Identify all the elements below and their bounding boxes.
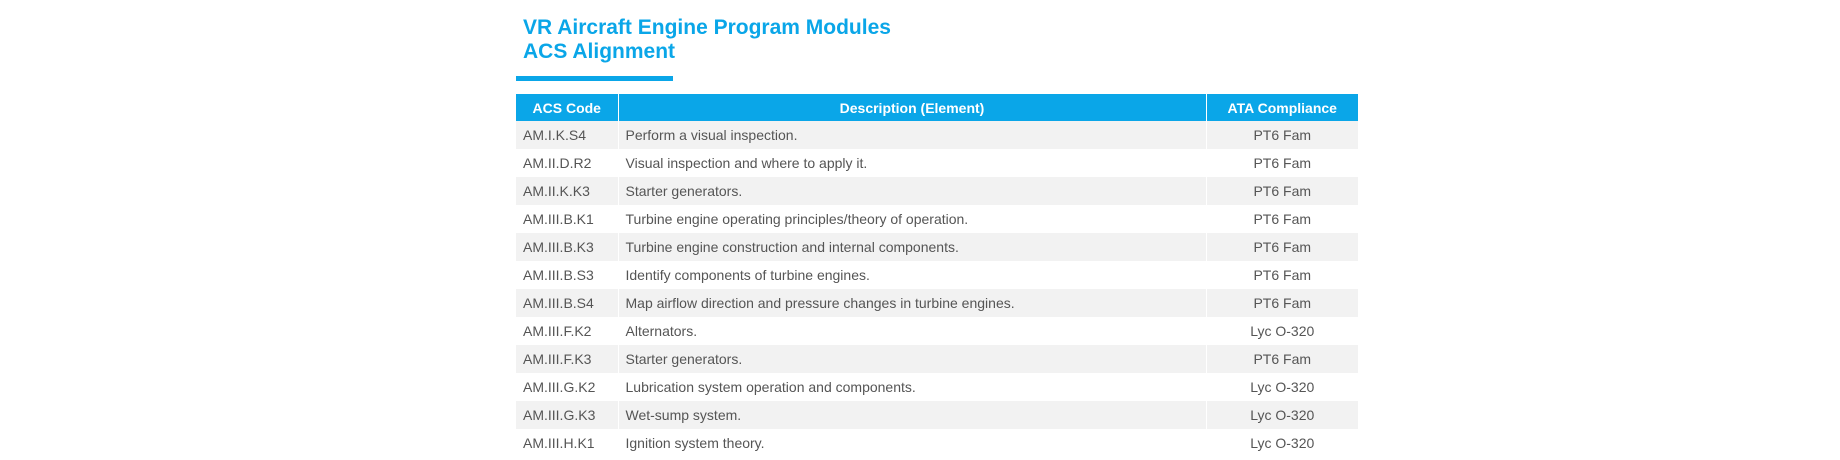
- table-row: [516, 289, 1358, 317]
- acs-code-cell: AM.III.G.K3: [516, 401, 618, 429]
- description-cell: Turbine engine construction and internal components.: [618, 233, 1206, 261]
- page-title: [523, 16, 891, 64]
- description-cell: Identify components of turbine engines.: [618, 261, 1206, 289]
- table-row: [516, 149, 1358, 177]
- acs-code-cell: AM.III.F.K2: [516, 317, 618, 345]
- acs-code-cell: AM.III.H.K1: [516, 429, 618, 457]
- table-row: [516, 121, 1358, 149]
- title-underline: [516, 76, 673, 81]
- column-header-acs-code: ACS Code: [516, 94, 618, 121]
- acs-code-cell: AM.III.B.K1: [516, 205, 618, 233]
- ata-compliance-cell: PT6 Fam: [1206, 205, 1358, 233]
- table-row: [516, 177, 1358, 205]
- ata-compliance-cell: PT6 Fam: [1206, 345, 1358, 373]
- acs-code-cell: AM.II.D.R2: [516, 149, 618, 177]
- ata-compliance-cell: Lyc O-320: [1206, 401, 1358, 429]
- ata-compliance-cell: PT6 Fam: [1206, 149, 1358, 177]
- acs-code-cell: AM.I.K.S4: [516, 121, 618, 149]
- table-row: [516, 401, 1358, 429]
- description-cell: Visual inspection and where to apply it.: [618, 149, 1206, 177]
- ata-compliance-cell: PT6 Fam: [1206, 261, 1358, 289]
- table-row: [516, 205, 1358, 233]
- ata-compliance-cell: PT6 Fam: [1206, 233, 1358, 261]
- title-line-2: ACS Alignment: [523, 40, 676, 63]
- acs-code-cell: AM.III.F.K3: [516, 345, 618, 373]
- description-cell: Ignition system theory.: [618, 429, 1206, 457]
- description-cell: Wet-sump system.: [618, 401, 1206, 429]
- ata-compliance-cell: Lyc O-320: [1206, 429, 1358, 457]
- column-header-ata-compliance: ATA Compliance: [1206, 94, 1358, 121]
- ata-compliance-cell: Lyc O-320: [1206, 317, 1358, 345]
- acs-code-cell: AM.III.B.S4: [516, 289, 618, 317]
- acs-code-cell: AM.II.K.K3: [516, 177, 618, 205]
- description-cell: Lubrication system operation and components.: [618, 373, 1206, 401]
- description-cell: Alternators.: [618, 317, 1206, 345]
- ata-compliance-cell: PT6 Fam: [1206, 121, 1358, 149]
- table-row: [516, 317, 1358, 345]
- description-cell: Starter generators.: [618, 177, 1206, 205]
- ata-compliance-cell: PT6 Fam: [1206, 289, 1358, 317]
- acs-code-cell: AM.III.B.S3: [516, 261, 618, 289]
- acs-code-cell: AM.III.B.K3: [516, 233, 618, 261]
- description-cell: Turbine engine operating principles/theory of operation.: [618, 205, 1206, 233]
- acs-code-cell: AM.III.G.K2: [516, 373, 618, 401]
- table-row: [516, 261, 1358, 289]
- title-line-1: VR Aircraft Engine Program Modules: [523, 16, 891, 39]
- acs-alignment-table: [516, 94, 1358, 457]
- table-row: [516, 429, 1358, 457]
- column-header-description: Description (Element): [618, 94, 1206, 121]
- description-cell: Perform a visual inspection.: [618, 121, 1206, 149]
- table-row: [516, 233, 1358, 261]
- table-row: [516, 373, 1358, 401]
- ata-compliance-cell: Lyc O-320: [1206, 373, 1358, 401]
- ata-compliance-cell: PT6 Fam: [1206, 177, 1358, 205]
- description-cell: Starter generators.: [618, 345, 1206, 373]
- description-cell: Map airflow direction and pressure changes in turbine engines.: [618, 289, 1206, 317]
- table-header-row: [516, 94, 1358, 121]
- table-row: [516, 345, 1358, 373]
